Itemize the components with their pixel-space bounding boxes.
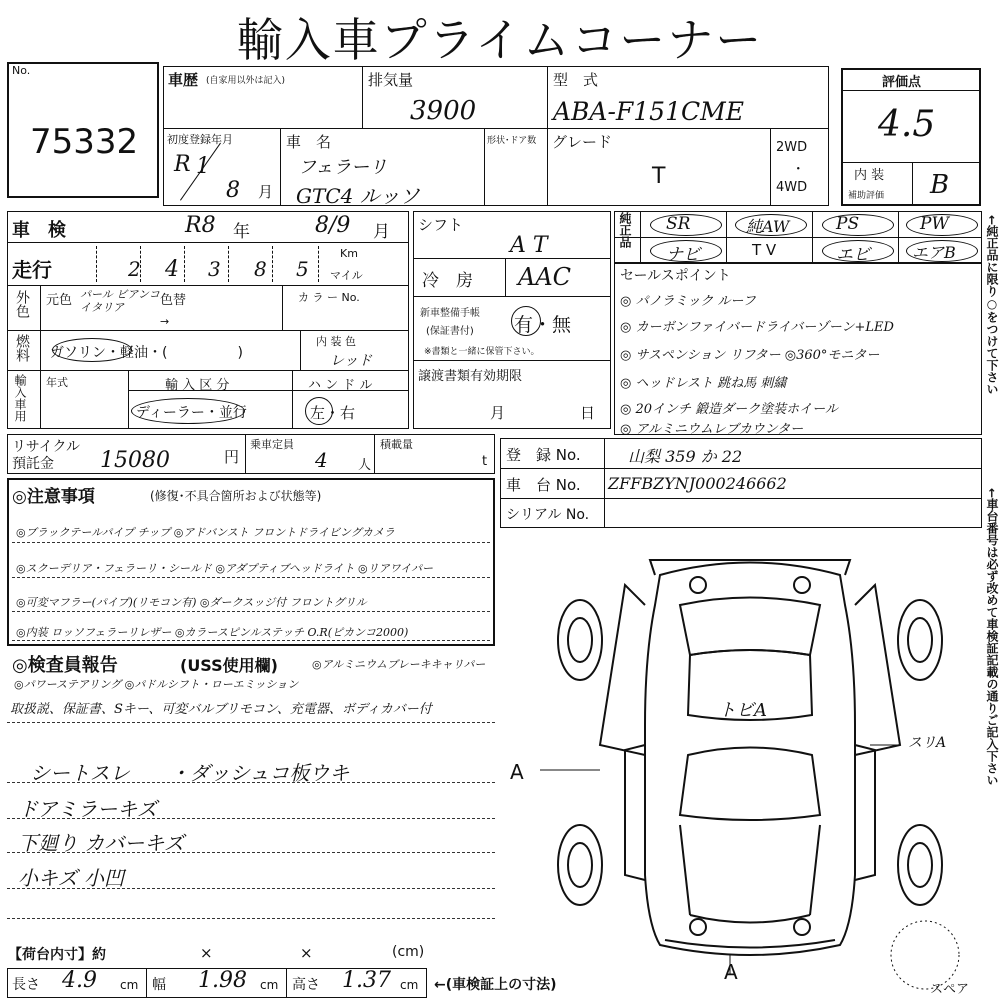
history-label: 車歴 xyxy=(168,71,199,89)
displacement-value: 3900 xyxy=(410,96,477,126)
sales-points-label: セールスポイント xyxy=(620,268,731,284)
exterior-arrow: → xyxy=(160,315,170,328)
height-unit: cm xyxy=(400,978,419,992)
width-label: 幅 xyxy=(152,977,166,993)
interior-sub: 補助評価 xyxy=(848,191,885,201)
damage-right: スリA xyxy=(908,735,947,751)
width-value: 1.98 xyxy=(198,968,247,993)
inspector-label: ◎検査員報告 xyxy=(12,655,118,676)
inspection-month: 8/9 xyxy=(315,213,351,238)
exterior-label: 外色 xyxy=(14,290,30,318)
exterior-orig-value: パール ビアンコ イタリア xyxy=(80,288,160,314)
damage-bottom: A xyxy=(724,960,738,984)
mileage-digit-5: 8 xyxy=(254,257,267,281)
model-value: ABA-F151CME xyxy=(553,97,744,126)
aircon-label: 冷 房 xyxy=(422,271,473,291)
caution-label: ◎注意事項 xyxy=(12,487,95,507)
caution-line-4: ◎内装 ロッソフェラーリレザー ◎カラースピンルステッチ O.R(ピカンコ2000) xyxy=(16,626,409,639)
genuine-item-tv: T V xyxy=(752,241,777,259)
drive-dot: ･ xyxy=(795,162,802,177)
score-label: 評価点 xyxy=(882,75,922,90)
import-dealer-circle xyxy=(131,398,245,424)
lot-no-label: No. xyxy=(12,64,31,77)
spare-label: スペア xyxy=(930,982,970,997)
capacity-value: 4 xyxy=(315,448,328,472)
fuel-label: 燃料 xyxy=(14,334,30,362)
first-reg-year: 1 xyxy=(196,154,210,179)
height-label: 高さ xyxy=(292,977,320,993)
displacement-label: 排気量 xyxy=(368,71,414,89)
recycle-label2: 預託金 xyxy=(12,456,54,472)
grade-label: グレード xyxy=(552,133,613,151)
cargo-x1: × xyxy=(200,944,213,962)
lot-number: 75332 xyxy=(30,122,139,162)
grade-value: T xyxy=(652,164,666,189)
fuel-options: ガソリン・軽油・( ) xyxy=(50,345,243,361)
inspection-month-unit: 月 xyxy=(373,222,390,242)
manual-note: ※書類と一緒に保管下さい。 xyxy=(424,347,540,357)
load-label: 積載量 xyxy=(380,438,413,451)
load-unit: t xyxy=(482,454,488,469)
first-reg-era: R xyxy=(174,152,191,177)
handle-value: 左・右 xyxy=(310,404,356,422)
inspector-line-1: ◎パワーステアリング ◎パドルシフト・ローエミッション xyxy=(14,678,299,691)
mileage-digit-6: 5 xyxy=(296,257,309,281)
drive-4wd: 4WD xyxy=(776,180,808,195)
mileage-digit-2: 2 xyxy=(128,257,141,281)
inspector-line-2: 取扱説、保証書、Sキー、可変バルブリモコン、充電器、ボディカバー付 xyxy=(10,702,432,717)
aircon-value: AAC xyxy=(518,263,572,291)
genuine-item-aw: 純AW xyxy=(746,217,790,236)
genuine-item-navi: ナビ xyxy=(666,245,700,265)
car-name-value2: GTC4 ルッソ xyxy=(296,184,420,208)
handle-left-circle xyxy=(305,397,333,425)
height-value: 1.37 xyxy=(342,968,391,993)
exterior-repaint: 色替 xyxy=(160,293,187,308)
side-note-top: ←純正品に限り○をつけて下さい xyxy=(985,215,999,396)
model-label: 型 式 xyxy=(553,71,599,89)
manual-label: 新車整備手帳 xyxy=(420,308,480,319)
shift-value: A T xyxy=(510,233,548,258)
chassis-label: 車 台 No. xyxy=(506,476,581,494)
registration-value: 山梨 359 か 22 xyxy=(628,447,743,466)
interior-color-label: 内 装 色 xyxy=(316,335,356,348)
damage-left: A xyxy=(510,760,524,784)
sales-point-3: ◎ サスペンション リフター ◎360°モニター xyxy=(620,348,880,363)
import-label: 輸入車用 xyxy=(13,374,27,422)
history-note: (自家用以外は記入) xyxy=(206,76,286,86)
capacity-label: 乗車定員 xyxy=(250,438,294,451)
inspector-line-4: ドアミラーキズ xyxy=(18,797,157,821)
capacity-unit: 人 xyxy=(358,458,372,473)
shift-label: シフト xyxy=(418,216,464,234)
width-unit: cm xyxy=(260,978,279,992)
inspection-year: R8 xyxy=(185,213,216,238)
genuine-item-sr: SR xyxy=(666,214,691,234)
score-value: 4.5 xyxy=(878,104,936,145)
caution-line-3: ◎可変マフラー(パイプ)(リモコン有) ◎ダークスッジ付 フロントグリル xyxy=(16,596,367,609)
length-value: 4.9 xyxy=(62,968,97,993)
mileage-label: 走行 xyxy=(12,258,52,282)
manual-value: 有・無 xyxy=(514,314,572,336)
mileage-unit-km: Km xyxy=(340,247,358,260)
genuine-label: 純正品 xyxy=(618,212,632,248)
import-class-label: 輸 入 区 分 xyxy=(165,378,230,393)
fuel-gasoline-circle xyxy=(52,338,132,362)
caution-line-1: ◎ブラックテールパイプ チップ ◎アドバンスト フロントドライビングカメラ xyxy=(16,526,395,539)
inspector-sub: (USS使用欄) xyxy=(180,656,278,675)
import-class-value: ディーラー・並行 xyxy=(136,405,247,421)
inspector-inline: ◎アルミニウムブレーキキャリパー xyxy=(312,658,486,671)
interior-label: 内 装 xyxy=(854,168,885,183)
vehicle-info-grid xyxy=(7,211,409,429)
exterior-orig: 元色 xyxy=(46,293,73,308)
sales-point-5: ◎ 20インチ 鍛造ダーク塗装ホイール xyxy=(620,402,838,417)
transfer-day: 日 xyxy=(580,404,596,422)
recycle-label: リサイクル xyxy=(12,439,81,455)
recycle-unit: 円 xyxy=(224,448,240,466)
sales-point-6: ◎ アルミニウムレブカウンター xyxy=(620,422,804,437)
sales-point-4: ◎ ヘッドレスト 跳ね馬 刺繍 xyxy=(620,376,787,391)
length-label: 長さ xyxy=(12,977,40,993)
inspection-label: 車 検 xyxy=(12,220,66,241)
genuine-item-ps: PS xyxy=(836,214,860,234)
first-reg-label: 初度登録年月 xyxy=(167,133,233,146)
car-diagram xyxy=(540,545,960,995)
cargo-unit: (cm) xyxy=(392,944,425,960)
dimensions-note: ←(車検証上の寸法) xyxy=(434,977,557,993)
interior-value: B xyxy=(930,170,950,200)
first-reg-month: 8 xyxy=(226,178,240,203)
import-year: 年式 xyxy=(46,376,68,389)
chassis-value: ZFFBZYNJ000246662 xyxy=(608,474,787,493)
transfer-label: 譲渡書類有効期限 xyxy=(418,369,523,384)
length-unit: cm xyxy=(120,978,139,992)
car-name-value1: フェラーリ xyxy=(298,157,388,178)
manual-sub: (保証書付) xyxy=(426,326,474,337)
mileage-unit-mile: マイル xyxy=(330,269,363,282)
transfer-month: 月 xyxy=(490,404,506,422)
mileage-digit-4: 3 xyxy=(208,257,221,281)
inspector-line-5: 下廻り カバーキズ xyxy=(18,831,184,855)
first-reg-month-unit: 月 xyxy=(258,183,274,201)
sales-point-2: ◎ カーボンファイバードライバーゾーン+LED xyxy=(620,320,894,335)
genuine-item-airb: エアB xyxy=(912,243,956,262)
serial-label: シリアル No. xyxy=(506,507,590,523)
recycle-value: 15080 xyxy=(100,448,170,473)
shape-label: 形状･ドア数 xyxy=(487,136,537,146)
registration-label: 登 録 No. xyxy=(506,446,581,464)
inspector-line-6: 小キズ 小凹 xyxy=(18,866,124,890)
damage-roof: トビA xyxy=(718,700,767,721)
inspection-year-unit: 年 xyxy=(233,222,250,242)
side-note-bottom: ←車台番号は必ず改めて車検証記載の通りご記入下さい xyxy=(985,488,999,787)
inspector-line-3: シートスレ ・ダッシュコ板ウキ xyxy=(30,761,350,785)
drive-2wd: 2WD xyxy=(776,140,808,155)
interior-color-value: レッド xyxy=(330,353,372,369)
car-name-label: 車 名 xyxy=(286,133,332,151)
cargo-label: 【荷台内寸】約 xyxy=(8,947,106,963)
manual-yes-circle xyxy=(511,306,541,336)
genuine-item-pw: PW xyxy=(920,214,949,234)
cargo-x2: × xyxy=(300,944,313,962)
page-title: 輸入車プライムコーナー xyxy=(236,13,764,67)
genuine-item-ab: エビ xyxy=(836,245,870,265)
mileage-digit-3: 4 xyxy=(165,257,179,282)
sales-point-1: ◎ パノラミック ルーフ xyxy=(620,294,756,309)
caution-sub: (修復･不具合箇所および状態等) xyxy=(150,489,322,503)
exterior-color-no: カ ラ ー No. xyxy=(298,291,360,304)
handle-label: ハ ン ド ル xyxy=(308,378,373,393)
caution-line-2: ◎スクーデリア・フェラーリ・シールド ◎アダプティブヘッドライト ◎リアワイパー xyxy=(16,562,434,575)
